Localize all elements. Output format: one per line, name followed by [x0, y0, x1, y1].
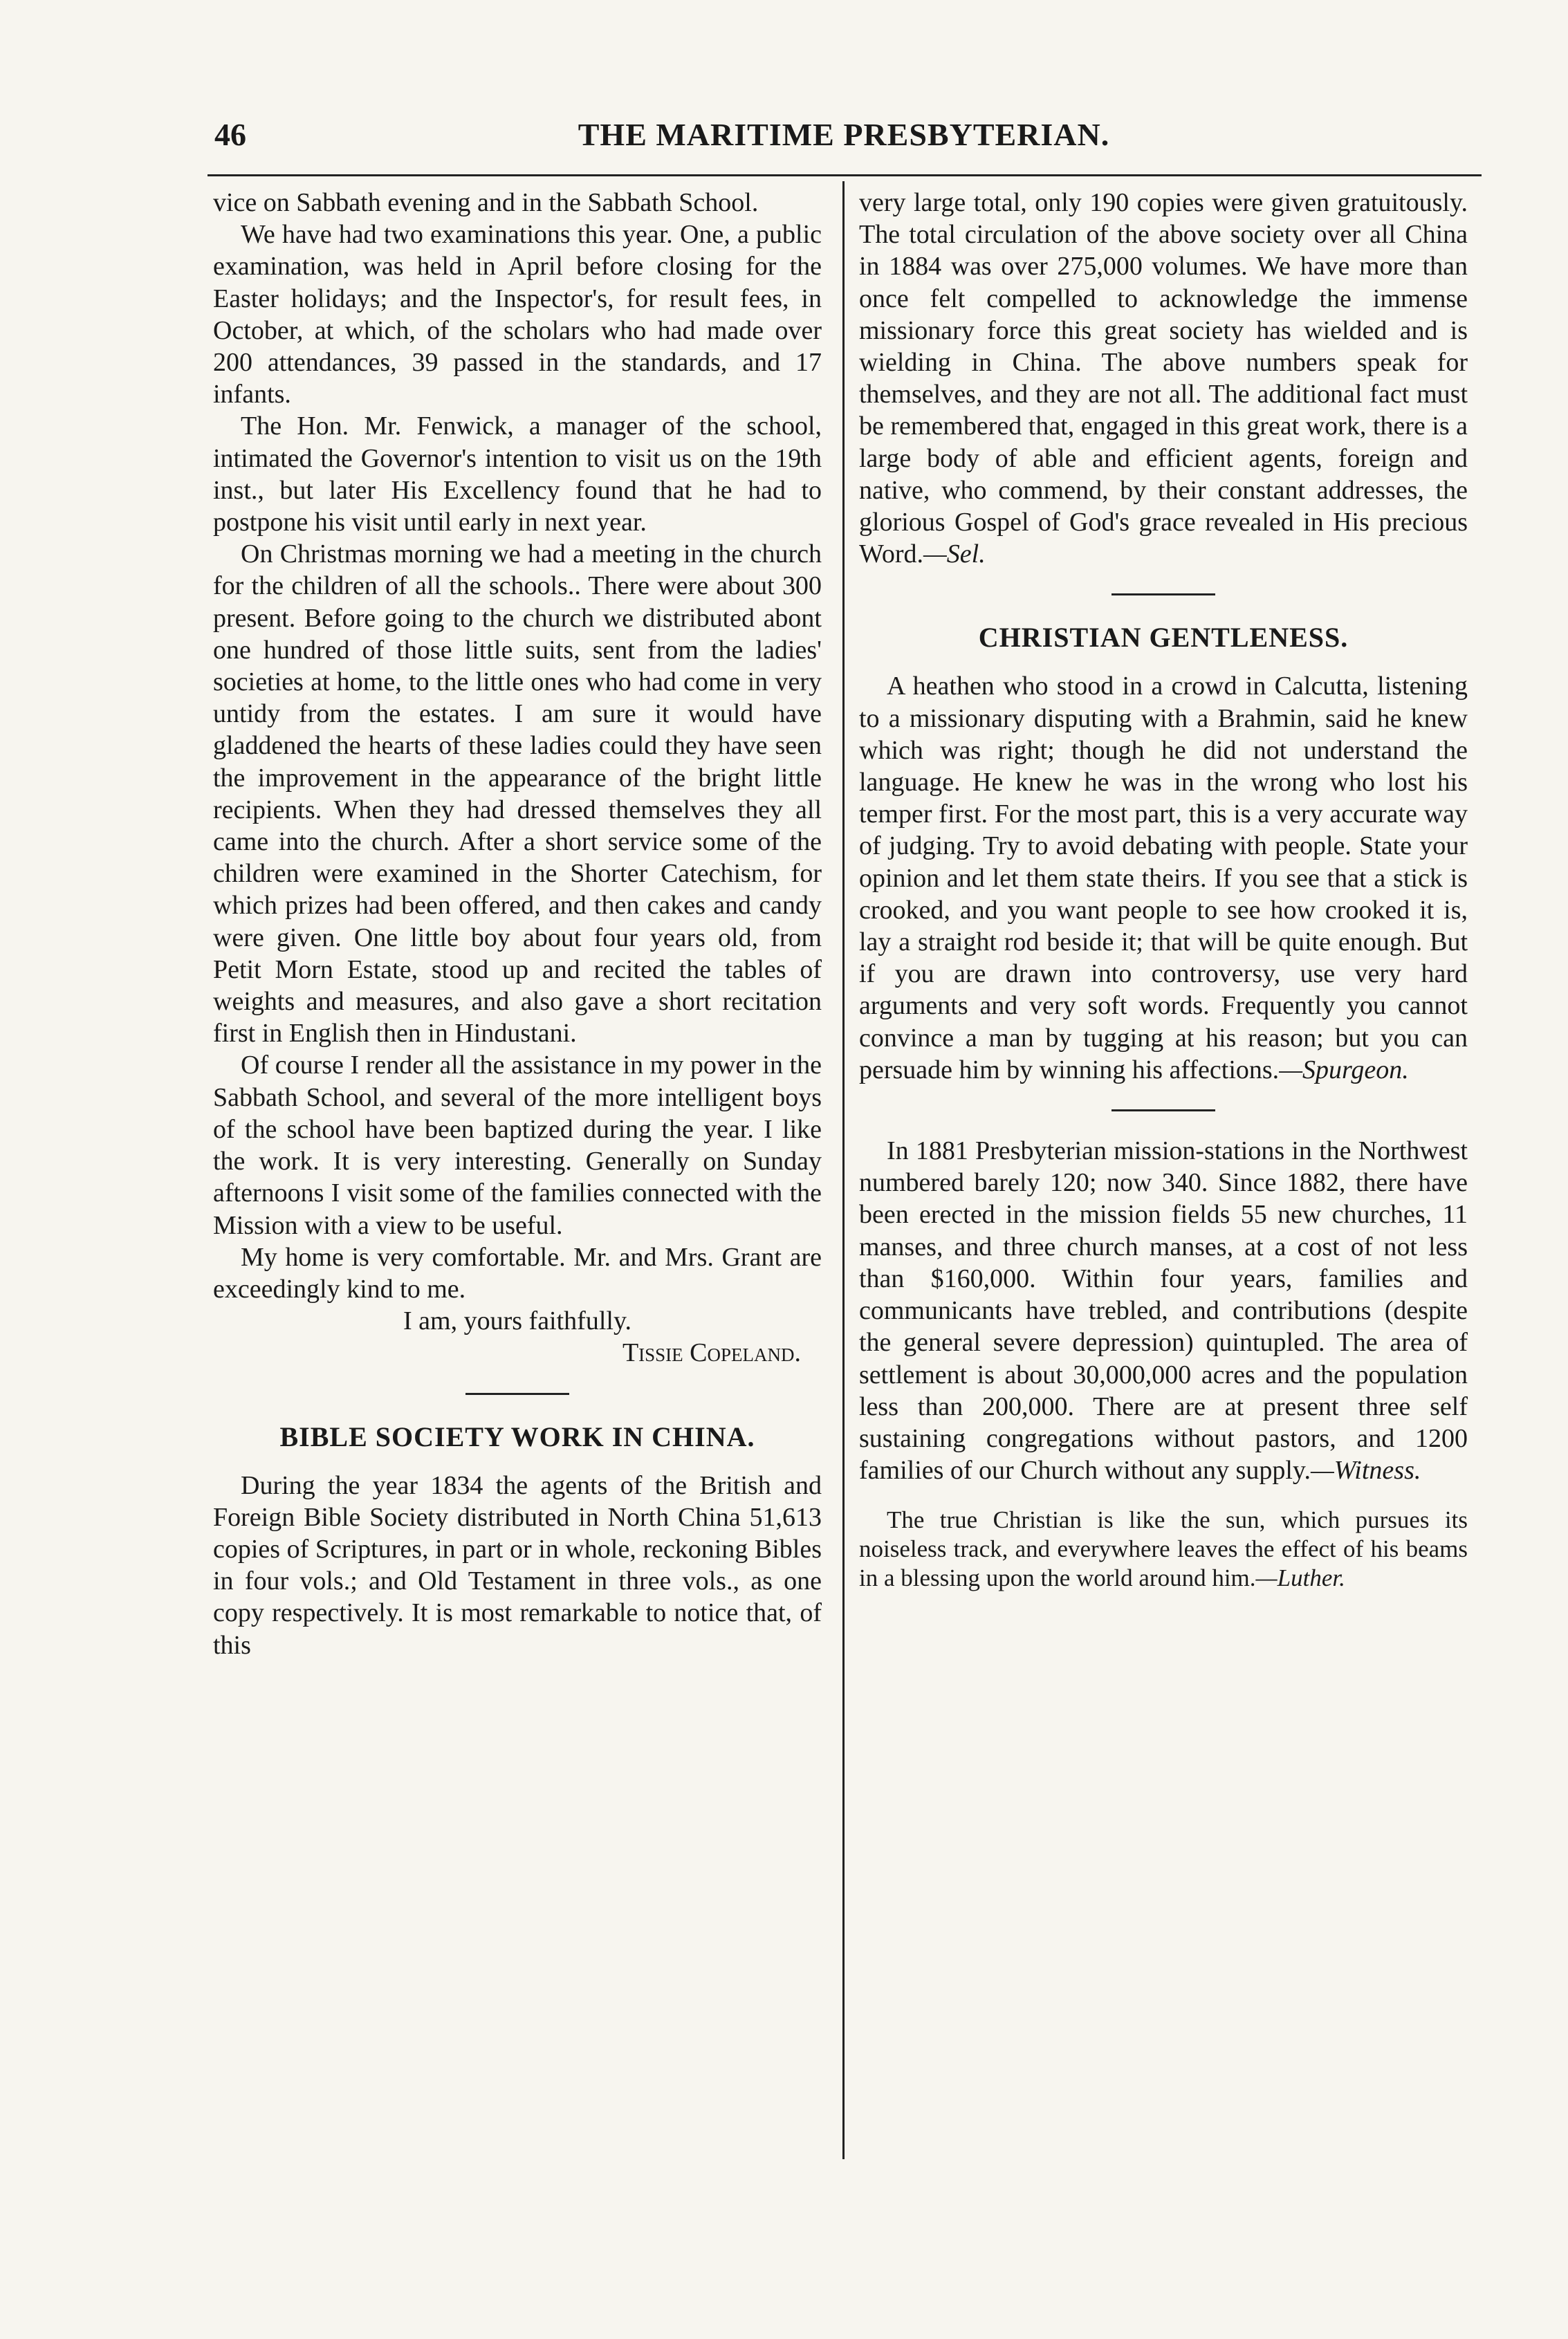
paragraph	[859, 1135, 1468, 1486]
header-rule	[207, 174, 1482, 176]
article-heading: BIBLE SOCIETY WORK IN CHINA.	[279, 1421, 755, 1452]
paragraph	[859, 670, 1468, 1086]
column-rule	[842, 181, 845, 2159]
source-credit: —Spurgeon.	[1279, 1055, 1409, 1084]
paragraph: The Hon. Mr. Fenwick, a manager of the school, intimated the Governor's intention to visit us on the 19th inst., but later His Excellency found that he had to postpone his visit until early in next year.	[213, 412, 822, 537]
paragraph	[859, 187, 1468, 570]
section-separator	[465, 1393, 569, 1395]
source-credit: —Luther.	[1255, 1564, 1345, 1592]
section-separator	[1112, 1109, 1215, 1111]
paragraph: On Christmas morning we had a meeting in the church for the children of all the schools.. There were about 300 present. Before going to the church we distributed abont one hundred of those little suits, sent from the ladies' societies at home, to the little ones who had come in very untidy from the estates. I am sure it would have gladdened the hearts of these ladies could they have seen the improvement in the appearance of the bright little recipients. When they had dressed themselves they all came into the church. After a short service some of the children were examined in the Shorter Catechism, for which prizes had been offered, and then cakes and candy were given. One little boy about four years old, from Petit Morn Estate, stood up and recited the tables of weights and measures, and also gave a short recitation first in English then in Hindustani.	[213, 539, 822, 1048]
source-credit: —Witness.	[1310, 1456, 1421, 1486]
section-separator	[1112, 593, 1215, 595]
paragraph: During the year 1834 the agents of the British and Foreign Bible Society distributed in North China 51,613 copies of Scriptures, in part or in whole, reckoning Bibles in four vols.; and Old Testament in three vols., as one copy respectively. It is most remarkable to notice that, of this	[213, 1470, 822, 1660]
paragraph: My home is very comfortable. Mr. and Mrs. Grant are exceedingly kind to me.	[213, 1242, 822, 1304]
paragraph: We have had two examinations this year. One, a public examination, was held in April before closing for the Easter holidays; and the Inspector's, for result fees, in October, at which, of the scholars who had made over 200 attendances, 39 passed in the standards, and 17 infants.	[213, 220, 822, 409]
left-column	[213, 187, 822, 1661]
article-heading: CHRISTIAN GENTLENESS.	[978, 622, 1349, 654]
paragraph	[859, 1506, 1468, 1593]
paragraph: Of course I render all the assistance in my power in the Sabbath School, and several of the more intelligent boys of the school have been baptized during the year. I like the work. It is very interesting. Generally on Sunday afternoons I visit some of the families connected with the Mission with a view to be useful.	[213, 1051, 822, 1240]
page-header	[207, 116, 1480, 172]
paragraph-text: very large total, only 190 copies were given gratuitously. The total circulation of the above society over all China in 1884 was over 275,000 volumes. We have more than once felt compelled to acknowledge the immense missionary force this great society has wielded and is wielding in China. The above numbers speak for themselves, and they are not all. The additional fact must be remembered that, engaged in this great work, there is a large body of able and efficient agents, foreign and native, who commend, by their constant addresses, the glorious Gospel of God's grace revealed in His precious Word.	[859, 188, 1468, 569]
right-column	[859, 187, 1468, 1593]
paragraph-text: A heathen who stood in a crowd in Calcutta, listening to a missionary disputing with a Brahmin, said he knew which was right; though he did not understand the language. He knew he was in the wrong who lost his temper first. For the most part, this is a very accurate way of judging. Try to avoid debating with people. State your opinion and let them state theirs. If you see that a stick is crooked, and you want people to see how crooked it is, lay a straight rod beside it; that will be quite enough. But if you are drawn into controversy, use very hard arguments and very soft words. Frequently you cannot convince a man by tugging at his reason; but you can persuade him by winning his affections.	[859, 672, 1468, 1084]
letter-signature: Tissie Copeland.	[622, 1338, 801, 1368]
running-title: THE MARITIME PRESBYTERIAN.	[578, 117, 1110, 152]
paragraph-text: In 1881 Presbyterian mission-stations in the Northwest numbered barely 120; now 340. Since 1882, there have been erected in the mission fields 55 new churches, 11 manses, and three church manses, at a cost of not less than $160,000. Within four years, families and communicants have trebled, and contributions (despite the general severe depression) quintupled. The area of settlement is about 30,000,000 acres and the population less than 200,000. There are at present three self sustaining congregations without pastors, and 1200 families of our Church without any supply.	[859, 1136, 1468, 1486]
paragraph-text: The true Christian is like the sun, which pursues its noiseless track, and everywhere leaves the effect of his beams in a blessing upon the world around him.	[859, 1506, 1468, 1592]
letter-closing: I am, yours faithfully.	[403, 1306, 631, 1336]
page-number: 46	[214, 117, 246, 152]
paragraph: vice on Sabbath evening and in the Sabbath School.	[213, 188, 759, 217]
source-credit: —Sel.	[923, 539, 986, 569]
